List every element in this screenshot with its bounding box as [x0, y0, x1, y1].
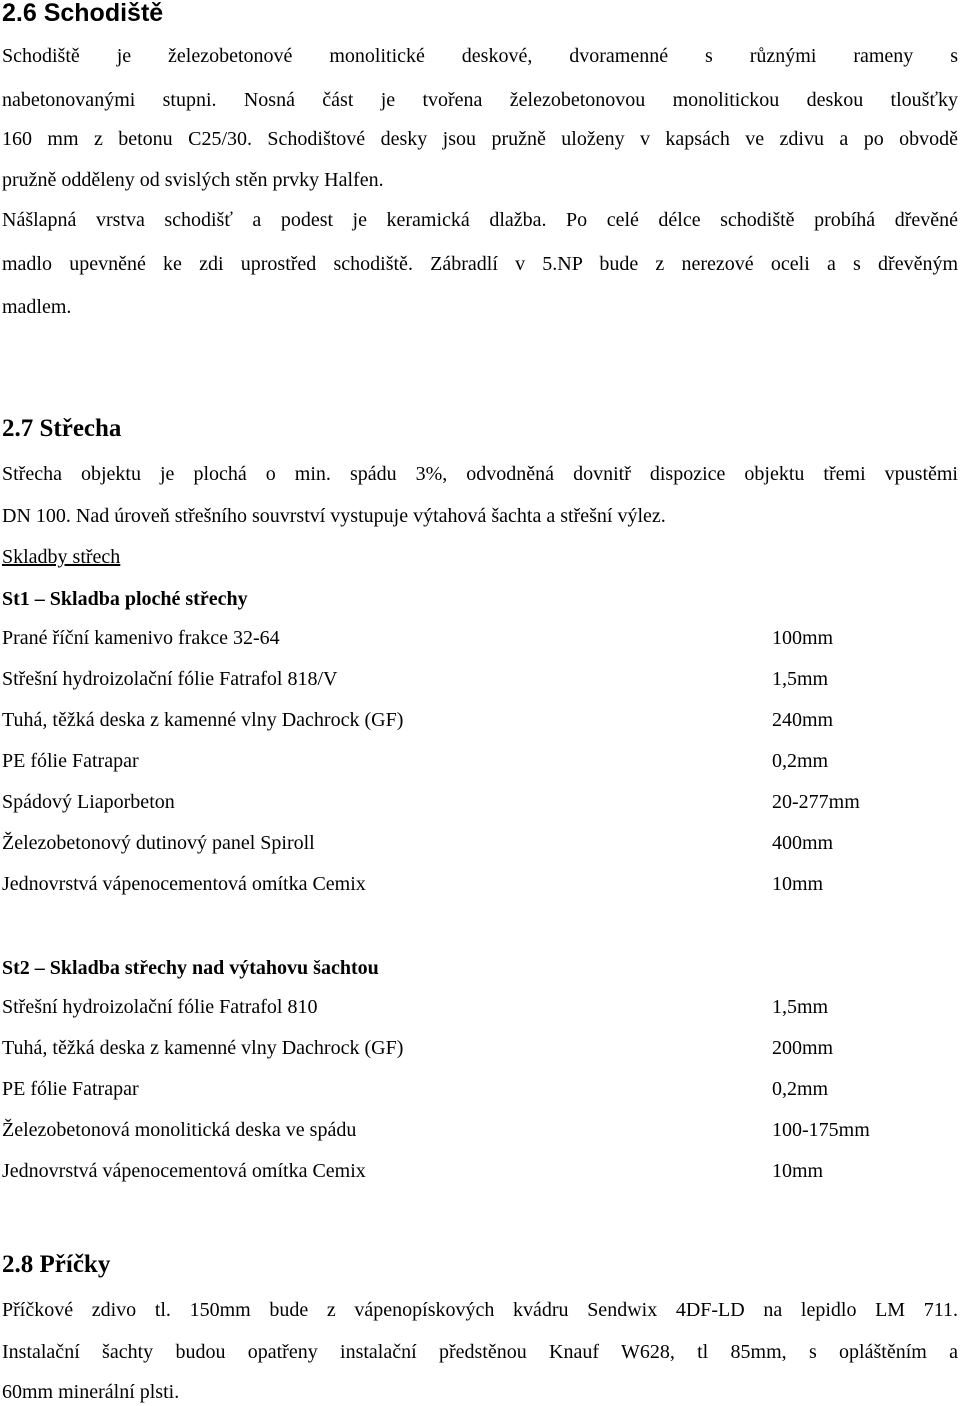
layer-material: Spádový Liaporbeton [2, 791, 175, 813]
paragraph-line: Nášlapná vrstva schodišť a podest je keramická dlažba. Po celé délce schodiště probíhá dřevěné [2, 209, 958, 231]
paragraph-line: Příčkové zdivo tl. 150mm bude z vápenopískových kvádru Sendwix 4DF-LD na lepidlo LM 711. [2, 1299, 958, 1321]
paragraph-line: Střecha objektu je plochá o min. spádu 3%, odvodněná dovnitř dispozice objektu třemi vpustěmi [2, 463, 958, 485]
paragraph-line: 60mm minerální plsti. [2, 1381, 180, 1403]
st1-title: St1 – Skladba ploché střechy [2, 588, 248, 610]
section-heading-stairs: 2.6 Schodiště [2, 0, 164, 27]
layer-material: Tuhá, těžká deska z kamenné vlny Dachrock (GF) [2, 1037, 404, 1059]
layer-material: Střešní hydroizolační fólie Fatrafol 818/V [2, 668, 338, 690]
layer-thickness: 200mm [772, 1037, 834, 1059]
layer-material: Tuhá, těžká deska z kamenné vlny Dachrock (GF) [2, 709, 404, 731]
layer-material: Jednovrstvá vápenocementová omítka Cemix [2, 873, 366, 895]
layer-material: Střešní hydroizolační fólie Fatrafol 810 [2, 996, 318, 1018]
paragraph-line: pružně odděleny od svislých stěn prvky Halfen. [2, 169, 384, 191]
layer-material: Jednovrstvá vápenocementová omítka Cemix [2, 1160, 366, 1182]
paragraph-line: madlem. [2, 296, 72, 318]
paragraph-line: Instalační šachty budou opatřeny instalační předstěnou Knauf W628, tl 85mm, s opláštěním a [2, 1341, 958, 1363]
st2-title: St2 – Skladba střechy nad výtahovu šachtou [2, 957, 379, 979]
layer-thickness: 10mm [772, 873, 824, 895]
section-heading-partitions: 2.8 Příčky [2, 1251, 111, 1278]
layer-thickness: 240mm [772, 709, 834, 731]
layer-material: PE fólie Fatrapar [2, 750, 139, 772]
layer-thickness: 100-175mm [772, 1119, 870, 1141]
roof-compositions-title: Skladby střech [2, 546, 121, 568]
layer-material: Železobetonový dutinový panel Spiroll [2, 832, 315, 854]
paragraph-line: nabetonovanými stupni. Nosná část je tvořena železobetonovou monolitickou deskou tloušťky [2, 89, 958, 111]
layer-thickness: 100mm [772, 627, 834, 649]
layer-thickness: 10mm [772, 1160, 824, 1182]
section-heading-roof: 2.7 Střecha [2, 415, 122, 442]
paragraph-line: DN 100. Nad úroveň střešního souvrství vystupuje výtahová šachta a střešní výlez. [2, 505, 666, 527]
paragraph-line: madlo upevněné ke zdi uprostřed schodiště. Zábradlí v 5.NP bude z nerezové oceli a s dřevěným [2, 253, 958, 275]
layer-thickness: 1,5mm [772, 668, 829, 690]
layer-material: PE fólie Fatrapar [2, 1078, 139, 1100]
layer-thickness: 0,2mm [772, 750, 829, 772]
layer-thickness: 0,2mm [772, 1078, 829, 1100]
layer-thickness: 1,5mm [772, 996, 829, 1018]
layer-material: Prané říční kamenivo frakce 32-64 [2, 627, 280, 649]
layer-thickness: 20-277mm [772, 791, 860, 813]
paragraph-line: 160 mm z betonu C25/30. Schodištové desky jsou pružně uloženy v kapsách ve zdivu a po obvodě [2, 128, 958, 150]
paragraph-line: Schodiště je železobetonové monolitické deskové, dvoramenné s různými rameny s [2, 45, 958, 67]
layer-material: Železobetonová monolitická deska ve spádu [2, 1119, 357, 1141]
layer-thickness: 400mm [772, 832, 834, 854]
